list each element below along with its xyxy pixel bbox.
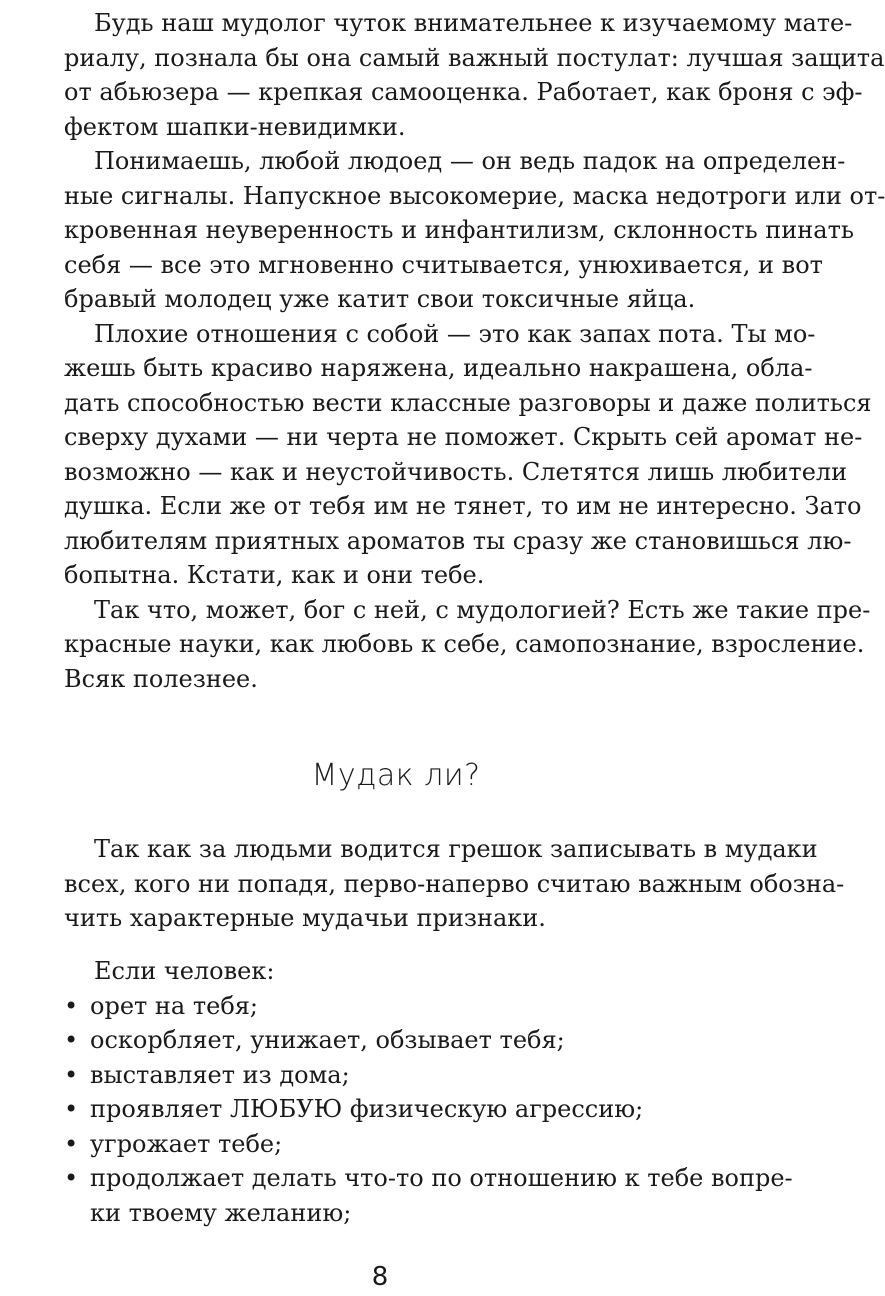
- text-line: Так что, может, бог с ней, с мудологией? Есть же такие пре-: [94, 595, 871, 624]
- list-item-text: ки твоему желанию;: [90, 1198, 352, 1227]
- section-heading: Мудак ли?: [311, 758, 481, 793]
- text-line: дать способностью вести классные разговоры и даже политься: [64, 388, 872, 417]
- paragraph-5: [34, 832, 845, 936]
- paragraph-3: [34, 317, 872, 593]
- list-item-text: угрожает тебе;: [90, 1129, 283, 1158]
- text-line: любителям приятных ароматов ты сразу же становишься лю-: [64, 526, 852, 555]
- text-line: кровенная неуверенность и инфантилизм, склонность пинать: [64, 216, 854, 244]
- text-line: бопытна. Кстати, как и они тебе.: [64, 561, 485, 589]
- text-line: возможно — как и неустойчивость. Слетятся лишь любители: [64, 457, 848, 486]
- bullet-list: [34, 989, 793, 1231]
- bullet-icon: •: [64, 991, 79, 1020]
- text-line: Если человек:: [94, 957, 275, 985]
- text-line: душка. Если же от тебя им не тянет, то им не интересно. Зато: [64, 492, 862, 520]
- list-item: [34, 1161, 793, 1230]
- text-line: всех, кого ни попадя, перво-наперво считаю важным обозна-: [64, 869, 845, 898]
- text-line: красные науки, как любовь к себе, самопознание, взросление.: [64, 630, 865, 658]
- text-block-after-heading: [34, 832, 845, 936]
- text-line: фектом шапки-невидимки.: [64, 112, 406, 141]
- bullet-icon: •: [64, 1026, 79, 1054]
- text-line: Плохие отношения с собой — это как запах пота. Ты мо-: [94, 319, 816, 348]
- text-line: риалу, познала бы она самый важный постулат: лучшая защита: [64, 43, 885, 72]
- bullet-icon: •: [64, 1060, 79, 1089]
- list-intro: [34, 954, 758, 989]
- paragraph-2: [34, 144, 885, 317]
- list-item-text: орет на тебя;: [90, 991, 259, 1020]
- text-line: Так как за людьми водится грешок записывать в мудаки: [94, 835, 818, 863]
- list-item: [34, 1092, 758, 1127]
- text-line: от абьюзера — крепкая самооценка. Работает, как броня с эф-: [64, 78, 863, 106]
- text-line: жешь быть красиво наряжена, идеально накрашена, обла-: [64, 354, 813, 382]
- bullet-icon: •: [64, 1164, 79, 1192]
- bullet-icon: •: [64, 1129, 79, 1158]
- paragraph-4: [34, 593, 871, 697]
- text-line: Понимаешь, любой людоед — он ведь падок на определен-: [94, 147, 846, 175]
- paragraph-1: [34, 6, 885, 144]
- text-line: ные сигналы. Напускное высокомерие, маска недотроги или от-: [64, 181, 885, 210]
- text-line: чить характерные мудачьи признаки.: [64, 904, 546, 932]
- text-line: себя — все это мгновенно считывается, унюхивается, и вот: [64, 250, 823, 279]
- page-number: 8: [371, 1262, 389, 1292]
- list-item-text: выставляет из дома;: [90, 1060, 350, 1089]
- list-item: [34, 1127, 758, 1162]
- list-block: [34, 954, 793, 1230]
- bullet-icon: •: [64, 1095, 79, 1123]
- list-item: [34, 989, 758, 1024]
- list-item-text: оскорбляет, унижает, обзывает тебя;: [90, 1026, 565, 1054]
- text-line: бравый молодец уже катит свои токсичные яйца.: [64, 285, 696, 313]
- text-block-top: [34, 6, 885, 696]
- list-item-text: проявляет ЛЮБУЮ физическую агрессию;: [90, 1095, 644, 1123]
- list-item: [34, 1058, 758, 1093]
- list-item-text: продолжает делать что-то по отношению к тебе вопре-: [90, 1164, 793, 1192]
- text-line: сверху духами — ни черта не поможет. Скрыть сей аромат не-: [64, 423, 863, 451]
- text-line: Всяк полезнее.: [64, 664, 258, 693]
- list-item: [34, 1023, 758, 1058]
- text-line: Будь наш мудолог чуток внимательнее к изучаемому мате-: [94, 9, 853, 37]
